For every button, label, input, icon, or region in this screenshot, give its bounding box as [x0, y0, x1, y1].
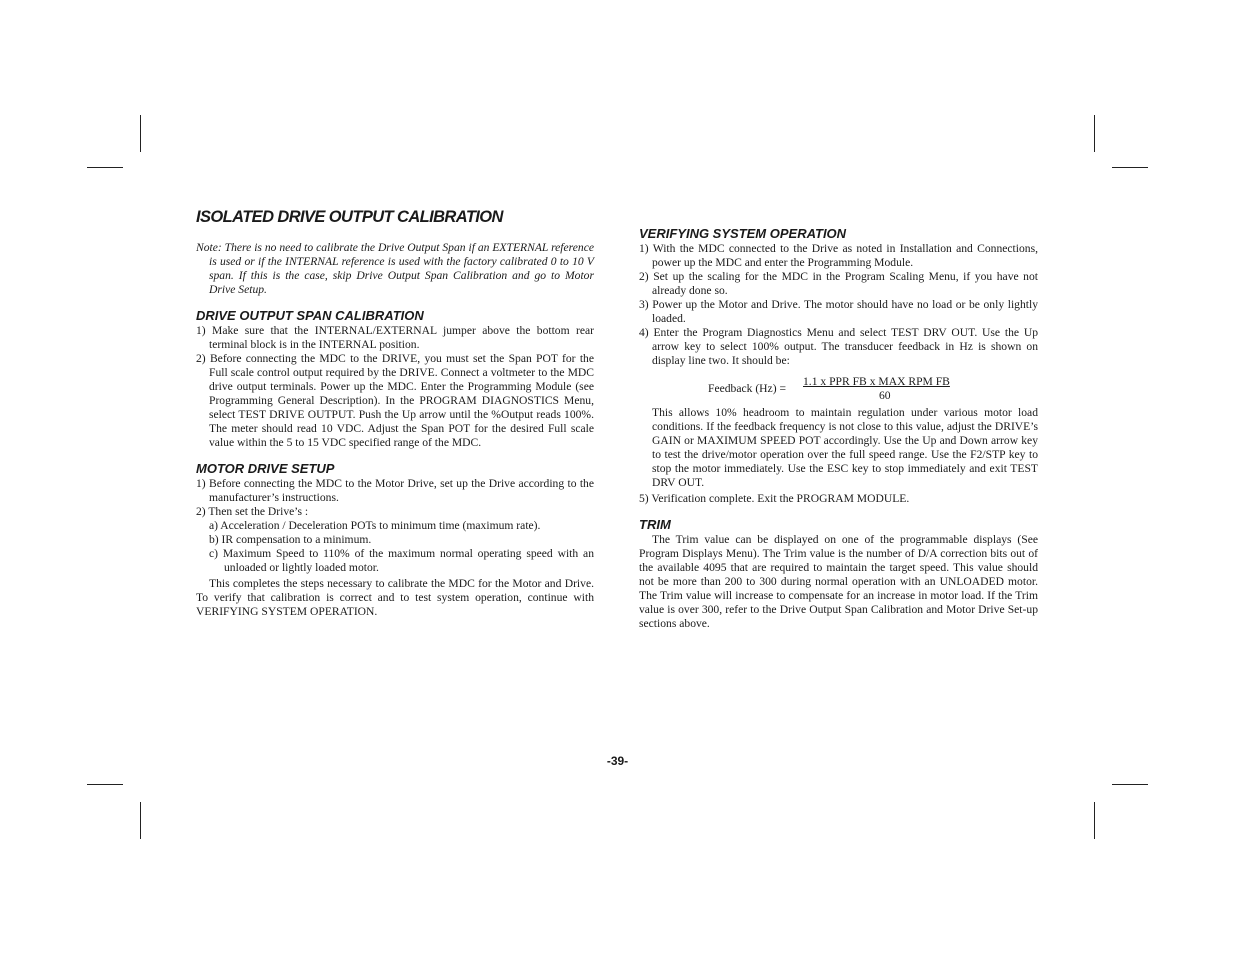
- formula-numerator: 1.1 x PPR FB x MAX RPM FB: [803, 375, 950, 388]
- right-column: [639, 227, 1038, 631]
- span-step-1: 1) Make sure that the INTERNAL/EXTERNAL jumper above the bottom rear terminal block is in the INTERNAL position.: [196, 324, 594, 351]
- verify-step-4-continuation: This allows 10% headroom to maintain regulation under various motor load conditions. If the feedback frequency is not close to this value, adjust the DRIVE’s GAIN or MAXIMUM SPEED POT accordingly. Use the Up and Down arrow key to test the drive/motor operation over the full speed range. Use the F2/STP key to stop the motor immediately. Use the ESC key to stop immediately and exit TEST DRV OUT.: [652, 406, 1038, 489]
- verify-step-5: 5) Verification complete. Exit the PROGRAM MODULE.: [639, 492, 910, 505]
- crop-mark-top-left-horizontal: [87, 167, 123, 168]
- left-column: [196, 207, 594, 619]
- page-number: -39-: [606, 754, 629, 768]
- crop-mark-top-left-vertical: [140, 115, 141, 152]
- motor-substep-c: c) Maximum Speed to 110% of the maximum normal operating speed with an unloaded or lightly loaded motor.: [209, 547, 594, 574]
- crop-mark-top-right-horizontal: [1112, 167, 1148, 168]
- section-heading-trim: TRIM: [639, 517, 671, 532]
- verify-step-3: 3) Power up the Motor and Drive. The motor should have no load or be only lightly loaded.: [639, 298, 1038, 325]
- note-paragraph: Note: There is no need to calibrate the Drive Output Span if an EXTERNAL reference is used or if the INTERNAL reference is used with the factory calibrated 0 to 10 V span. If this is the case, skip Drive Output Span Calibration and go to Motor Drive Setup.: [196, 241, 594, 296]
- motor-substep-a: a) Acceleration / Deceleration POTs to minimum time (maximum rate).: [209, 519, 541, 532]
- trim-paragraph: The Trim value can be displayed on one of the programmable displays (See Program Displays Menu). The Trim value is the number of D/A correction bits out of the available 4095 that are required to maintain the target speed. This value should not be more than 200 to 300 during normal operation with an UNLOADED motor. The Trim value will increase to compensate for an increase in motor load. If the Trim value is over 300, refer to the Drive Output Span Calibration and Motor Drive Set-up sections above.: [639, 533, 1038, 630]
- motor-closing-paragraph: This completes the steps necessary to calibrate the MDC for the Motor and Drive. To verify that calibration is correct and to test system operation, continue with VERIFYING SYSTEM OPERATION.: [196, 577, 594, 618]
- feedback-formula: [639, 376, 1038, 404]
- crop-mark-top-right-vertical: [1094, 115, 1095, 152]
- verify-step-1: 1) With the MDC connected to the Drive as noted in Installation and Connections, power up the MDC and enter the Programming Module.: [639, 242, 1038, 269]
- motor-step-2: 2) Then set the Drive’s :: [196, 505, 309, 518]
- crop-mark-bottom-left-vertical: [140, 802, 141, 839]
- crop-mark-bottom-right-vertical: [1094, 802, 1095, 839]
- span-step-2: 2) Before connecting the MDC to the DRIVE, you must set the Span POT for the Full scale control output required by the DRIVE. Connect a voltmeter to the MDC drive output terminals. Power up the MDC. Enter the Programming Module (see Programming General Description). In the PROGRAM DIAGNOSTICS Menu, select TEST DRIVE OUTPUT. Push the Up arrow until the %Output reads 100%. The meter should read 10 VDC. Adjust the Span POT for the desired Full scale value within the 5 to 15 VDC specified range of the MDC.: [196, 352, 594, 449]
- crop-mark-bottom-left-horizontal: [87, 784, 123, 785]
- section-heading-span-calibration: DRIVE OUTPUT SPAN CALIBRATION: [196, 308, 424, 323]
- crop-mark-bottom-right-horizontal: [1112, 784, 1148, 785]
- motor-step-1: 1) Before connecting the MDC to the Motor Drive, set up the Drive according to the manufacturer’s instructions.: [196, 477, 594, 504]
- verify-step-2: 2) Set up the scaling for the MDC in the Program Scaling Menu, if you have not already done so.: [639, 270, 1038, 297]
- section-heading-verifying-system-operation: VERIFYING SYSTEM OPERATION: [639, 226, 847, 241]
- section-heading-motor-drive-setup: MOTOR DRIVE SETUP: [196, 461, 335, 476]
- formula-denominator: 60: [879, 389, 891, 402]
- page-title: ISOLATED DRIVE OUTPUT CALIBRATION: [196, 208, 503, 226]
- motor-substep-b: b) IR compensation to a minimum.: [209, 533, 372, 546]
- verify-step-4: 4) Enter the Program Diagnostics Menu and select TEST DRV OUT. Use the Up arrow key to select 100% output. The transducer feedback in Hz is shown on display line two. It should be:: [639, 326, 1038, 367]
- formula-label: Feedback (Hz) =: [708, 382, 786, 395]
